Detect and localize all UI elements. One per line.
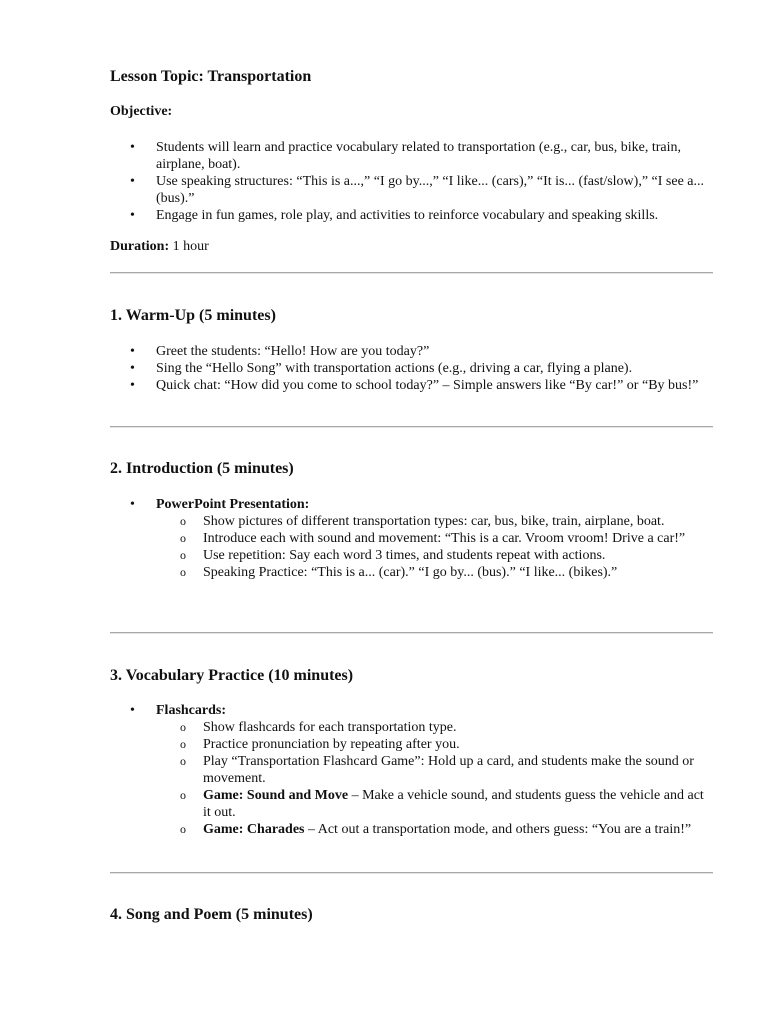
game-description: – Act out a transportation mode, and others guess: “You are a train!”: [304, 822, 692, 837]
sublist-item: [110, 821, 714, 838]
objectives-list: [110, 139, 714, 224]
sublist-item: o Practice pronunciation by repeating after you.: [110, 736, 714, 753]
game-description: – Make a vehicle sound, and students guess the vehicle and act it out.: [203, 788, 704, 820]
sublist-item: o Introduce each with sound and movement: “This is a car. Vroom vroom! Drive a car!”: [110, 530, 714, 547]
divider: [110, 632, 713, 634]
list-item: • Quick chat: “How did you come to school today?” – Simple answers like “By car!” or “By bus!”: [110, 377, 714, 394]
game-name: Game: Charades: [203, 822, 305, 837]
sublist-item: o Use repetition: Say each word 3 times, and students repeat with actions.: [110, 547, 714, 564]
list-item-label: PowerPoint Presentation:: [156, 497, 310, 512]
divider: [110, 272, 713, 274]
duration-label: Duration:: [110, 239, 170, 254]
divider: [110, 426, 713, 428]
duration: [110, 239, 209, 255]
list-item: • Sing the “Hello Song” with transportation actions (e.g., driving a car, flying a plane).: [110, 360, 714, 377]
sublist-item: o Show pictures of different transportation types: car, bus, bike, train, airplane, boat.: [110, 513, 714, 530]
sublist-item: o Speaking Practice: “This is a... (car).” “I go by... (bus).” “I like... (bikes).”: [110, 564, 714, 581]
list-item: • Engage in fun games, role play, and activities to reinforce vocabulary and speaking skills.: [110, 207, 714, 224]
lesson-title: Lesson Topic: Transportation: [110, 68, 312, 85]
objective-label: Objective:: [110, 104, 173, 119]
section-heading-vocab: 3. Vocabulary Practice (10 minutes): [110, 667, 354, 684]
duration-value: 1 hour: [169, 239, 209, 254]
warmup-list: [110, 343, 714, 394]
divider: [110, 872, 713, 874]
list-item: [110, 702, 714, 838]
sublist-item: [110, 787, 714, 821]
intro-list: [110, 496, 714, 581]
game-name: Game: Sound and Move: [203, 788, 349, 803]
sublist-item: o Play “Transportation Flashcard Game”: Hold up a card, and students make the sound or movement.: [110, 753, 714, 787]
vocab-list: [110, 702, 714, 838]
list-item-label: Flashcards:: [156, 703, 226, 718]
list-item: • Use speaking structures: “This is a...,” “I go by...,” “I like... (cars),” “It is... (fast/slow),” “I see a... (bus).”: [110, 173, 714, 207]
intro-sublist: [156, 513, 714, 581]
list-item: • Students will learn and practice vocabulary related to transportation (e.g., car, bus, bike, train, airplane, boat).: [110, 139, 714, 173]
sublist-item: o Show flashcards for each transportation type.: [110, 719, 714, 736]
section-heading-warmup: 1. Warm-Up (5 minutes): [110, 307, 276, 324]
vocab-sublist: [156, 719, 714, 838]
list-item: • Greet the students: “Hello! How are you today?”: [110, 343, 714, 360]
list-item: [110, 496, 714, 581]
section-heading-song: 4. Song and Poem (5 minutes): [110, 906, 313, 923]
section-heading-intro: 2. Introduction (5 minutes): [110, 460, 294, 477]
